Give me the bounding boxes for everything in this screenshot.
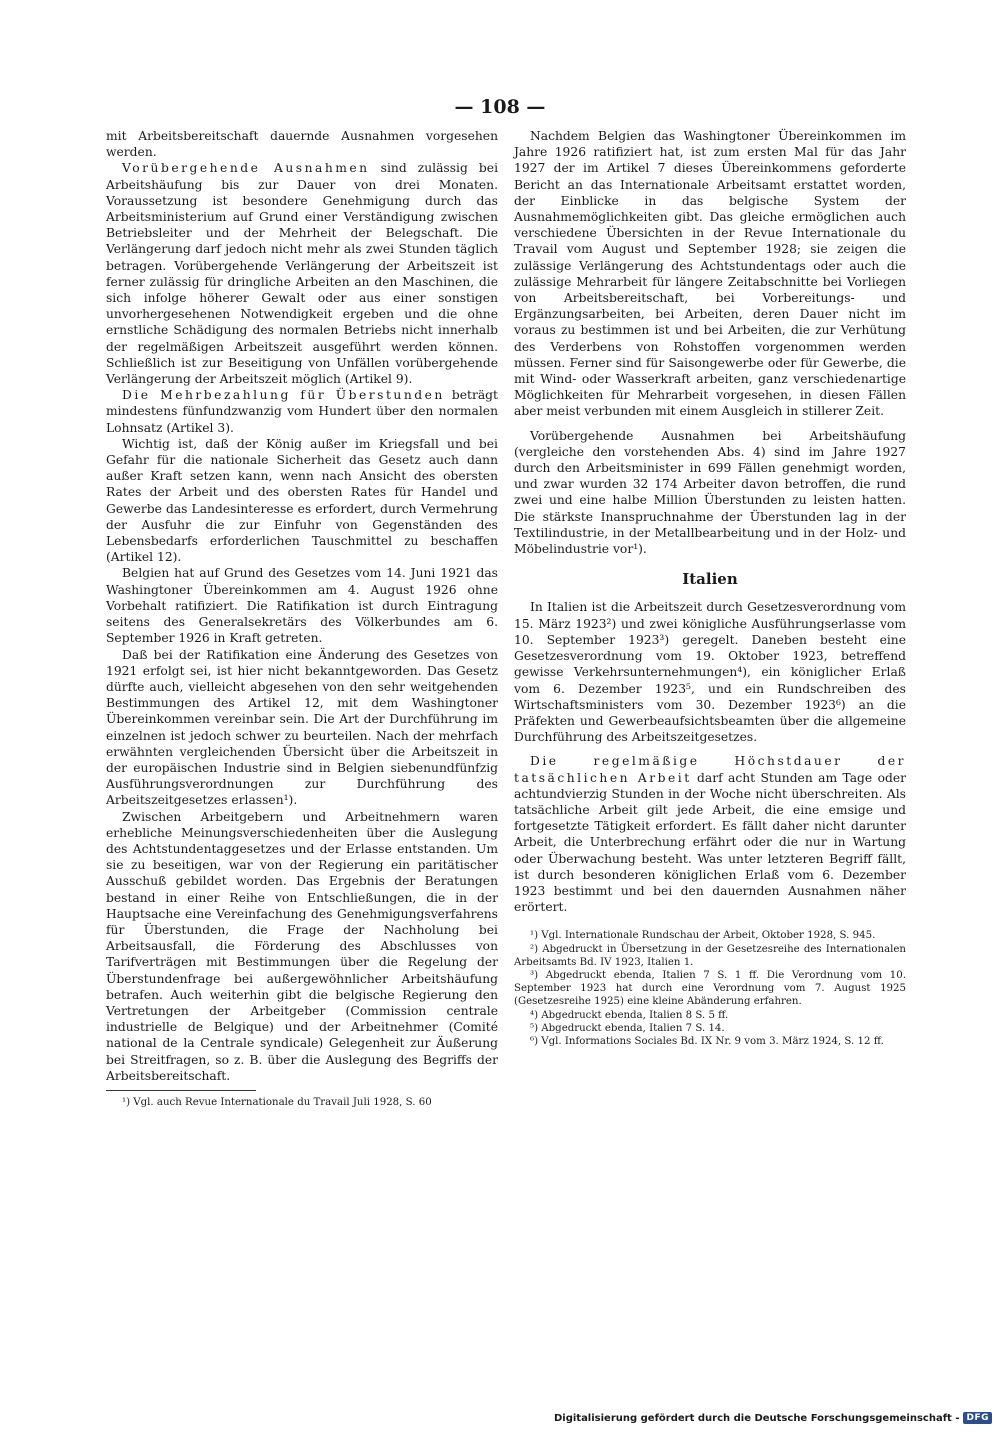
footnote: ⁵) Abgedruckt ebenda, Italien 7 S. 14. — [530, 1022, 725, 1034]
paragraph: Wichtig ist, daß der König außer im Kriegsfall und bei Gefahr für die nationale Sicherheit das Gesetz auch dann außer Kraft setzen kann, wenn nach Ansicht des obersten Rates der Arbeit und des obersten Rates für Handel und Gewerbe das Landesinteresse es erfordert, durch Vermehrung der Ausfuhr die zur Einfuhr von Gegenständen des Lebensbedarfs erforderlichen Tauschmittel zu beschaffen (Artikel 12). — [106, 436, 498, 565]
paragraph: Belgien hat auf Grund des Gesetzes vom 14. Juni 1921 das Washingtoner Übereinkommen am 4. August 1926 ohne Vorbehalt ratifiziert. Die Ratifikation ist durch Eintragung seitens des Generalsekretärs des Völkerbundes am 6. September 1926 in Kraft getreten. — [106, 566, 498, 646]
section-heading: Italien — [682, 570, 738, 589]
footnote: ³) Abgedruckt ebenda, Italien 7 S. 1 ff. Die Verordnung vom 10. September 1923 hat durch eine Verordnung vom 7. August 1925 (Gesetzesreihe 1925) eine kleine Abänderung erfahren. — [514, 969, 906, 1008]
footnote: ¹) Vgl. auch Revue Internationale du Travail Juli 1928, S. 60 — [122, 1096, 432, 1108]
right-column — [514, 128, 906, 1048]
paragraph: Nachdem Belgien das Washingtoner Übereinkommen im Jahre 1926 ratifiziert hat, ist zum ersten Mal für das Jahr 1927 der im Artikel 7 dieses Übereinkommens geforderte Bericht an das Internationale Arbeitsamt erstattet worden, der Einblicke in das belgische System der Ausnahmemöglichkeiten gibt. Das gleiche ermöglichen auch verschiedene Übersichten in der Revue Internationale du Travail vom August und September 1928; sie zeigen die zulässige Verlängerung des Achtstundentags oder auch die zulässige Mehrarbeit für längere Zeitabschnitte bei Vorliegen von Arbeitsbereitschaft, bei Vorbereitungs- und Ergänzungsarbeiten, bei Arbeiten, deren Dauer nicht im voraus zu bestimmen ist und bei Arbeiten, die zur Verhütung des Verderbens von Rohstoffen vorgenommen werden müssen. Ferner sind für Saisongewerbe oder für Gewerbe, die mit Wind- oder Wasserkraft arbeiten, ganz verschiedenartige Möglichkeiten für Mehrarbeit vorgesehen, in diesen Fällen aber meist verbunden mit einem Ausgleich in stillerer Zeit. — [514, 129, 906, 419]
left-column — [106, 128, 498, 1109]
spaced-emphasis: Die regelmäßige Höchstdauer der tatsächlichen Arbeit — [514, 754, 906, 785]
paragraph — [106, 160, 498, 387]
paragraph-text: darf acht Stunden am Tage oder achtundvierzig Stunden in der Woche nicht überschreiten. Als tatsächliche Arbeit gilt jede Arbeit, die eine emsige und fortgesetzte Tätigkeit erfordert. Es fällt daher nicht darunter Arbeit, die Unterbrechung erfährt oder die nur in Wartung oder Überwachung besteht. Was unter letzteren Begriff fällt, ist durch besonderen königlichen Erlaß vom 6. Dezember 1923 bestimmt und bei den dauernden Ausnahmen näher erörtert. — [514, 770, 906, 915]
page-number: — 108 — — [454, 96, 546, 118]
paragraph: mit Arbeitsbereitschaft dauernde Ausnahmen vorgesehen werden. — [106, 129, 498, 160]
paragraph: Zwischen Arbeitgebern und Arbeitnehmern waren erhebliche Meinungsverschiedenheiten über die Auslegung des Achtstundentaggesetzes und der Erlasse entstanden. Um sie zu beseitigen, war von der Regierung ein paritätischer Ausschuß gebildet worden. Das Ergebnis der Beratungen bestand in einer Reihe von Entschließungen, die in der Hauptsache eine Vereinfachung des Genehmigungsverfahrens für Überstunden, die Frage der Nachholung bei Arbeitsausfall, die Förderung des Abschlusses von Tarifverträgen mit Bestimmungen über die Regelung der Überstundenfrage bei außergewöhnlicher Arbeitshäufung betrafen. Auch weiterhin gibt die belgische Regierung den Vertretungen der Arbeitgeber (Commission centrale industrielle de Belgique) und der Arbeitnehmer (Comité national de la Centrale syndicale) Gelegenheit zur Äußerung bei Streitfragen, so z. B. über die Auslegung des Begriffs der Arbeitsbereitschaft. — [106, 809, 498, 1083]
paragraph: In Italien ist die Arbeitszeit durch Gesetzesverordnung vom 15. März 1923²) und zwei königliche Ausführungserlasse vom 10. September 1923³) geregelt. Daneben besteht eine Gesetzesverordnung vom 19. Oktober 1923, betreffend gewisse Verkehrsunternehmungen⁴), ein königlicher Erlaß vom 6. Dezember 1923⁵, und ein Rundschreiben des Wirtschaftsministers vom 30. Dezember 1923⁶) an die Präfekten und Gewerbeaufsichtsbeamten über die allgemeine Durchführung des Arbeitszeitgesetzes. — [514, 600, 906, 745]
digitization-credit — [554, 1412, 992, 1424]
footnote: ¹) Vgl. Internationale Rundschau der Arbeit, Oktober 1928, S. 945. — [530, 930, 876, 942]
footnote: ²) Abgedruckt in Übersetzung in der Gesetzesreihe des Internationalen Arbeitsamts Bd. IV 1923, Italien 1. — [514, 943, 906, 968]
footnote: ⁶) Vgl. Informations Sociales Bd. IX Nr. 9 vom 3. März 1924, S. 12 ff. — [530, 1035, 884, 1047]
spaced-emphasis: Die Mehrbezahlung für Überstunden — [122, 388, 445, 403]
credit-text: Digitalisierung gefördert durch die Deutsche Forschungsgemeinschaft - — [553, 1412, 960, 1424]
paragraph — [514, 753, 906, 915]
paragraph: Vorübergehende Ausnahmen bei Arbeitshäufung (vergleiche den vorstehenden Abs. 4) sind im Jahre 1927 durch den Arbeitsminister in 699 Fällen genehmigt worden, und zwar wurden 32 174 Arbeiter davon betroffen, die rund zwei und eine halbe Million Überstunden zu leisten hatten. Die stärkste Inanspruchnahme der Überstunden lag in der Textilindustrie, in der Metallbearbeitung und in der Holz- und Möbelindustrie vor¹). — [514, 428, 906, 557]
footnote-divider — [106, 1090, 256, 1091]
spaced-emphasis: Vorübergehende Ausnahmen — [122, 161, 370, 176]
footnote: ⁴) Abgedruckt ebenda, Italien 8 S. 5 ff. — [530, 1009, 729, 1021]
dfg-logo: DFG — [963, 1412, 992, 1424]
paragraph — [106, 387, 498, 436]
paragraph: Daß bei der Ratifikation eine Änderung des Gesetzes von 1921 erfolgt sei, ist hier nicht bekanntgeworden. Das Gesetz dürfte auch, vielleicht abgesehen von den sehr weitgehenden Bestimmungen des Artikel 12, mit dem Washingtoner Übereinkommen vereinbar sein. Die Art der Durchführung im einzelnen ist jedoch schwer zu beurteilen. Nach der mehrfach erwähnten vergleichenden Übersicht über die Arbeitszeit in der europäischen Industrie sind in Belgien siebenundfünfzig Ausführungsverordnungen zur Durchführung des Arbeitszeitgesetzes erlassen¹). — [106, 647, 498, 808]
paragraph-text: sind zulässig bei Arbeitshäufung bis zur Dauer von drei Monaten. Voraussetzung ist besondere Genehmigung durch das Arbeitsministerium auf Grund einer Verständigung zwischen Betriebsleiter und der Mehrheit der Belegschaft. Die Verlängerung darf jedoch nicht mehr als zwei Stunden täglich betragen. Vorübergehende Verlängerung der Arbeitszeit ist ferner zulässig für dringliche Arbeiten an den Maschinen, die sich infolge höherer Gewalt oder aus einer sonstigen unvorhergesehenen Notwendigkeit ergeben und die ohne ernstliche Schädigung des normalen Betriebs nicht innerhalb der regelmäßigen Arbeitszeit ausgeführt werden können. Schließlich ist zur Beseitigung von Unfällen vorübergehende Verlängerung der Arbeitszeit möglich (Artikel 9). — [106, 161, 498, 387]
paragraph-text: beträgt mindestens fünfundzwanzig vom Hundert über den normalen Lohnsatz (Artikel 3). — [106, 388, 498, 435]
